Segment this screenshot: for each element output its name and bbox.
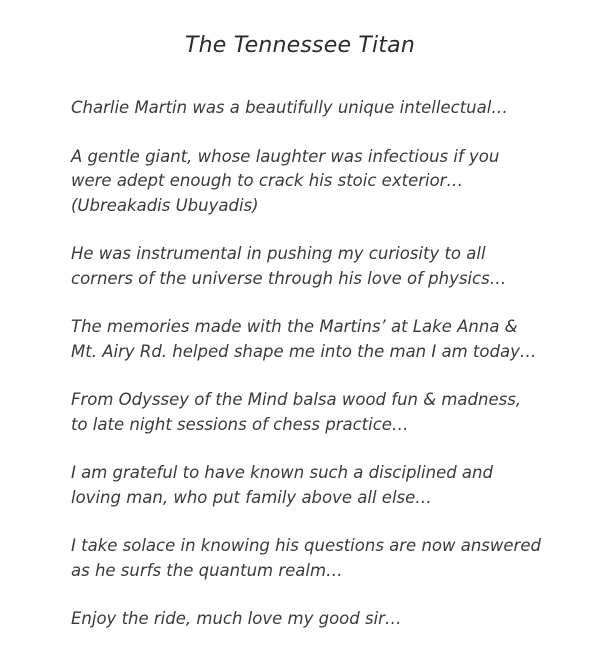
- paragraph-3: He was instrumental in pushing my curiosity to all corners of the universe through his love of physics…: [71, 244, 507, 288]
- paragraph-4: The memories made with the Martins’ at Lake Anna & Mt. Airy Rd. helped shape me into the man I am today…: [71, 317, 537, 361]
- paragraph-1: Charlie Martin was a beautifully unique intellectual…: [71, 98, 508, 117]
- paragraph-6: I am grateful to have known such a disciplined and loving man, who put family above all else…: [71, 463, 499, 507]
- paragraph-8: Enjoy the ride, much love my good sir…: [71, 609, 402, 628]
- page-title: The Tennessee Titan: [185, 33, 415, 58]
- paragraph-7: I take solace in knowing his questions are now answered as he surfs the quantum realm…: [71, 536, 547, 580]
- paragraph-2: A gentle giant, whose laughter was infectious if you were adept enough to crack his stoic exterior… (Ubreakadis Ubuyadis): [71, 146, 505, 215]
- tribute-text: [71, 96, 547, 632]
- paragraph-5: From Odyssey of the Mind balsa wood fun & madness, to late night sessions of chess practice…: [71, 390, 527, 434]
